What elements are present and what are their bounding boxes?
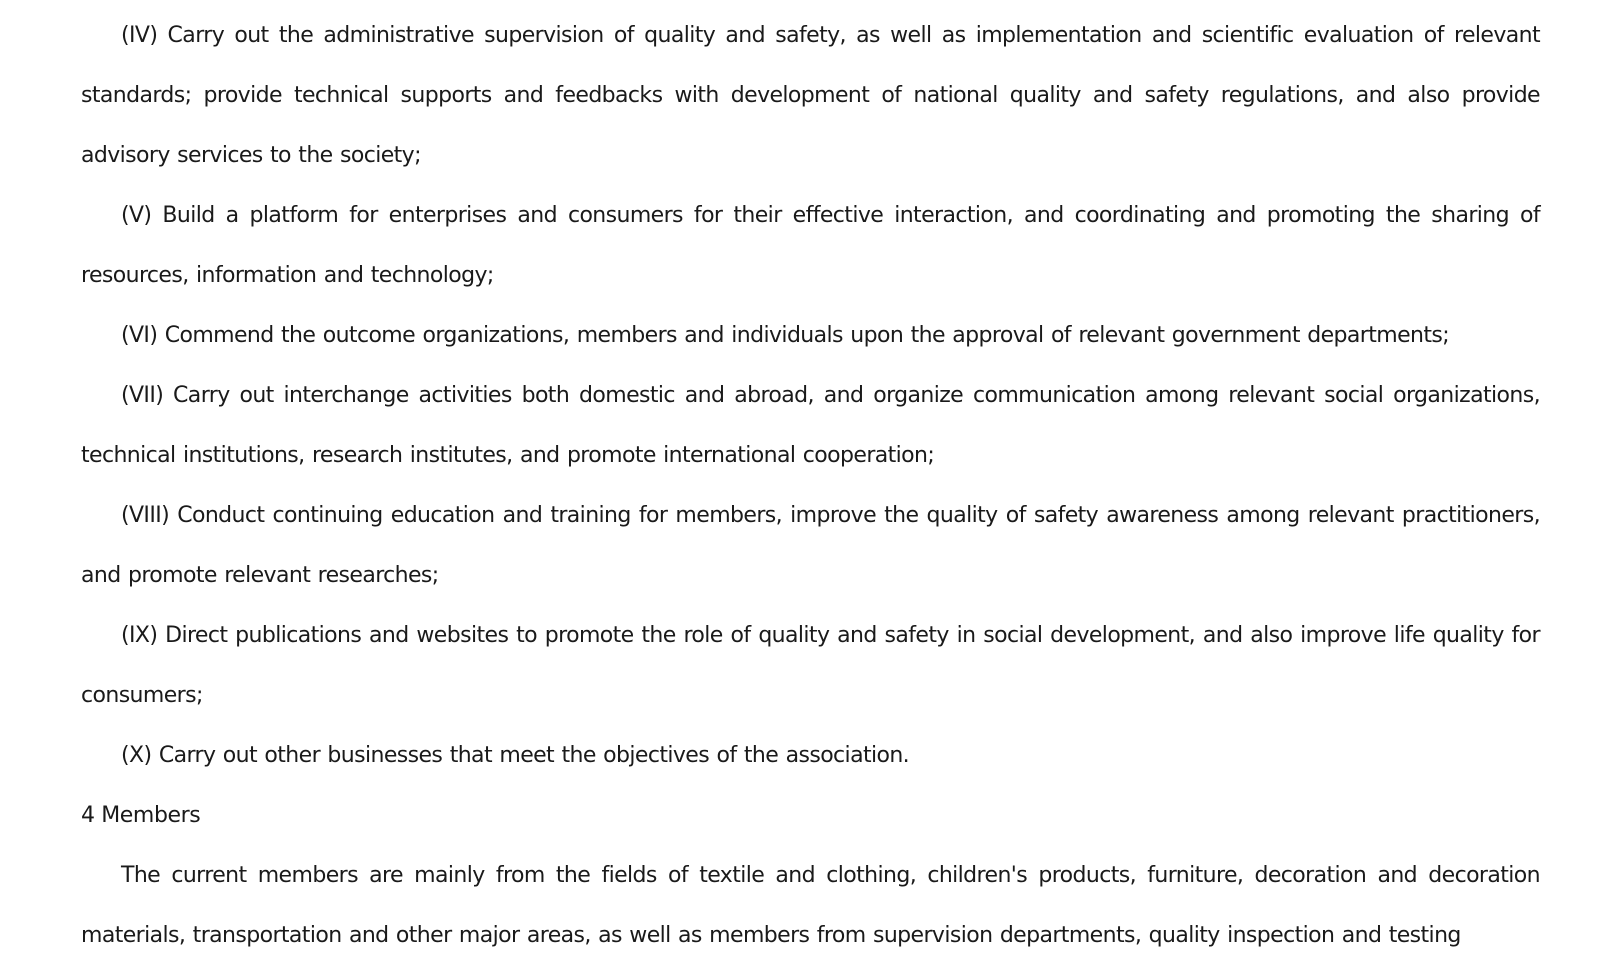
document-page bbox=[81, 0, 1540, 957]
paragraph-vi: (VI) Commend the outcome organizations, members and individuals upon the approval of relevant government departments; bbox=[121, 323, 1450, 348]
section-heading-members: 4 Members bbox=[81, 803, 201, 828]
paragraph-v: (V) Build a platform for enterprises and consumers for their effective interaction, and coordinating and promoting the sharing of resources, information and technology; bbox=[81, 203, 1540, 288]
paragraph-viii: (VIII) Conduct continuing education and training for members, improve the quality of safety awareness among relevant practitioners, and promote relevant researches; bbox=[81, 503, 1540, 588]
paragraph-iv: (IV) Carry out the administrative supervision of quality and safety, as well as implementation and scientific evaluation of relevant standards; provide technical supports and feedbacks with development of national quality and safety regulations, and also provide advisory services to the society; bbox=[81, 23, 1540, 168]
paragraph-ix: (IX) Direct publications and websites to promote the role of quality and safety in social development, and also improve life quality for consumers; bbox=[81, 623, 1540, 708]
paragraph-x: (X) Carry out other businesses that meet the objectives of the association. bbox=[121, 743, 910, 768]
paragraph-vii: (VII) Carry out interchange activities both domestic and abroad, and organize communication among relevant social organizations, technical institutions, research institutes, and promote international cooperation; bbox=[81, 383, 1540, 468]
paragraph-members: The current members are mainly from the fields of textile and clothing, children's products, furniture, decoration and decoration materials, transportation and other major areas, as well as members from supervision departments, quality inspection and testing bbox=[81, 863, 1540, 948]
